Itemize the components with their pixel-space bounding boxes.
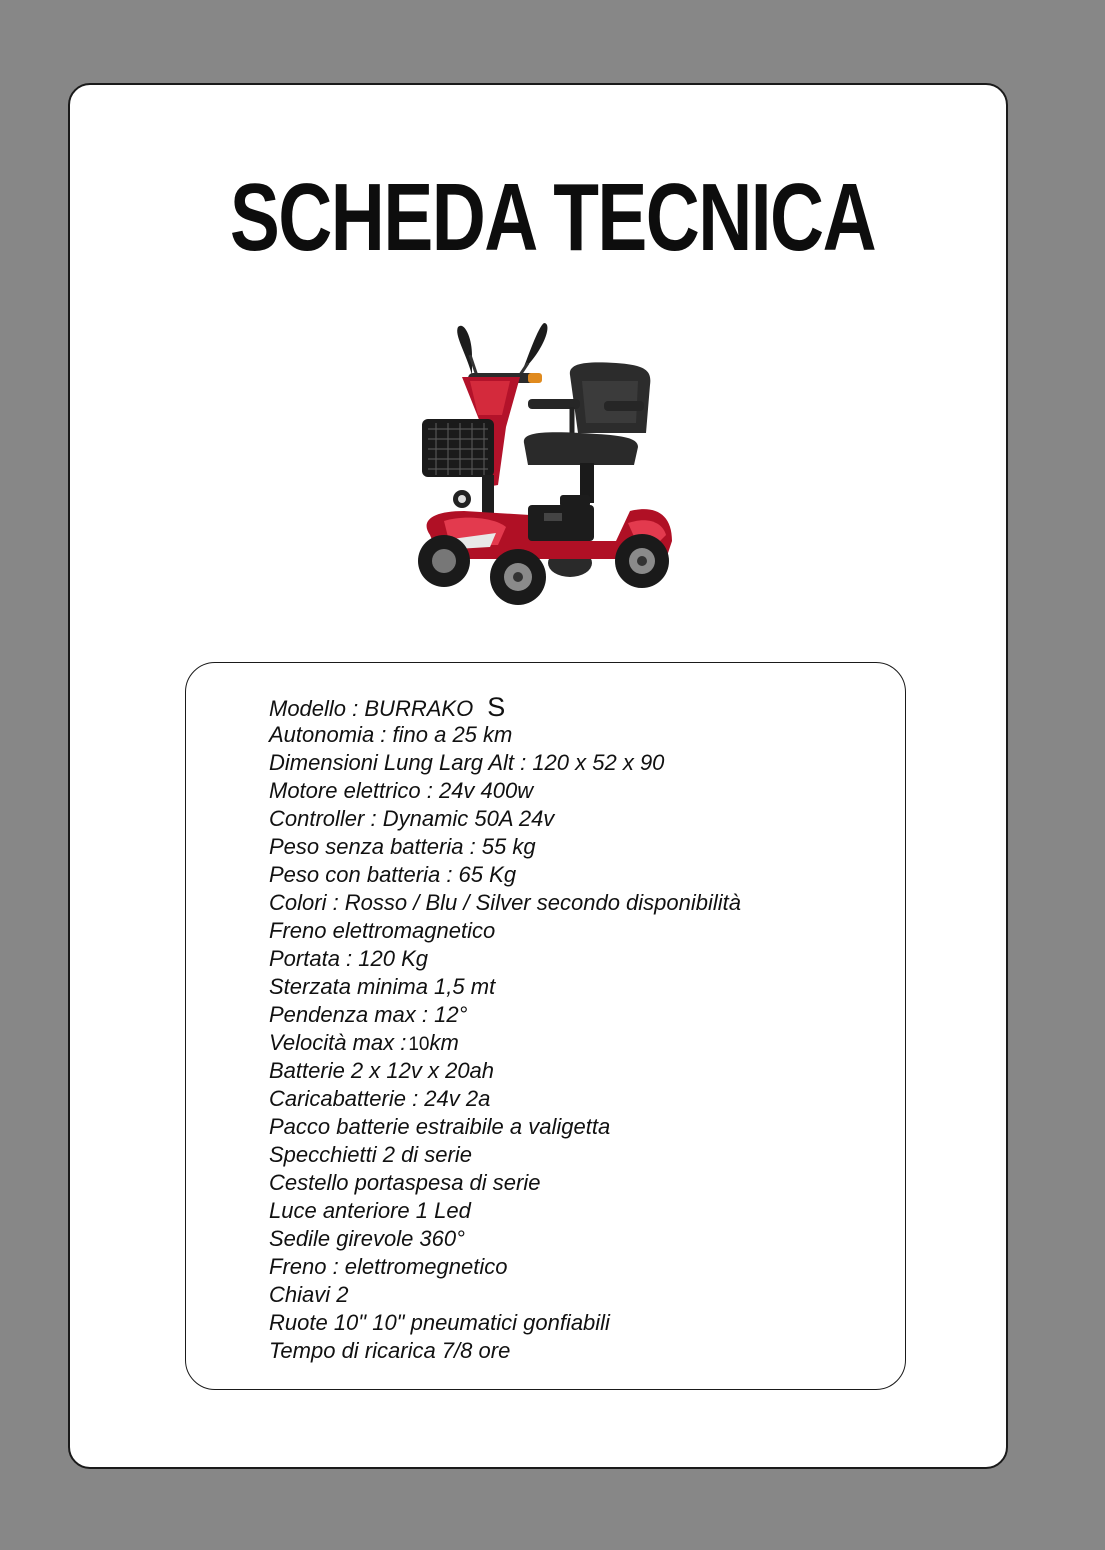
spec-charge-time: Tempo di ricarica 7/8 ore — [269, 1338, 511, 1363]
spec-battery-pack: Pacco batterie estraibile a valigetta — [269, 1114, 611, 1139]
spec-capacity: Portata : 120 Kg — [269, 946, 428, 971]
spec-list — [269, 693, 741, 1365]
spec-weight-no-battery: Peso senza batteria : 55 kg — [269, 834, 536, 859]
spec-dimensions: Dimensioni Lung Larg Alt : 120 x 52 x 90 — [269, 750, 665, 775]
mobility-scooter-photo — [410, 315, 680, 610]
spec-brake: Freno : elettromegnetico — [269, 1254, 508, 1279]
spec-brake-type: Freno elettromagnetico — [269, 918, 496, 943]
spec-basket: Cestello portaspesa di serie — [269, 1170, 541, 1195]
spec-model: Modello : BURRAKO S — [269, 692, 506, 722]
max-speed-value: 10 — [408, 1034, 430, 1055]
spec-turning-radius: Sterzata minima 1,5 mt — [269, 974, 496, 999]
spec-charger: Caricabatterie : 24v 2a — [269, 1086, 491, 1111]
spec-colors: Colori : Rosso / Blu / Silver secondo disponibilità — [269, 890, 742, 915]
max-speed-unit: km — [429, 1030, 459, 1055]
model-suffix: S — [487, 692, 506, 722]
spec-front-light: Luce anteriore 1 Led — [269, 1198, 471, 1223]
spec-seat: Sedile girevole 360° — [269, 1226, 465, 1251]
spec-batteries: Batterie 2 x 12v x 20ah — [269, 1058, 495, 1083]
page-title: SCHEDA TECNICA — [229, 164, 876, 271]
spec-weight-with-battery: Peso con batteria : 65 Kg — [269, 862, 517, 887]
spec-wheels: Ruote 10" 10" pneumatici gonfiabili — [269, 1310, 610, 1335]
spec-autonomy: Autonomia : fino a 25 km — [269, 722, 513, 747]
spec-controller: Controller : Dynamic 50A 24v — [269, 806, 555, 831]
spec-max-speed: Velocità max : 10km — [269, 1030, 459, 1055]
spec-motor: Motore elettrico : 24v 400w — [269, 778, 534, 803]
spec-mirrors: Specchietti 2 di serie — [269, 1142, 472, 1167]
spec-max-slope: Pendenza max : 12° — [269, 1002, 468, 1027]
spec-keys: Chiavi 2 — [269, 1282, 349, 1307]
